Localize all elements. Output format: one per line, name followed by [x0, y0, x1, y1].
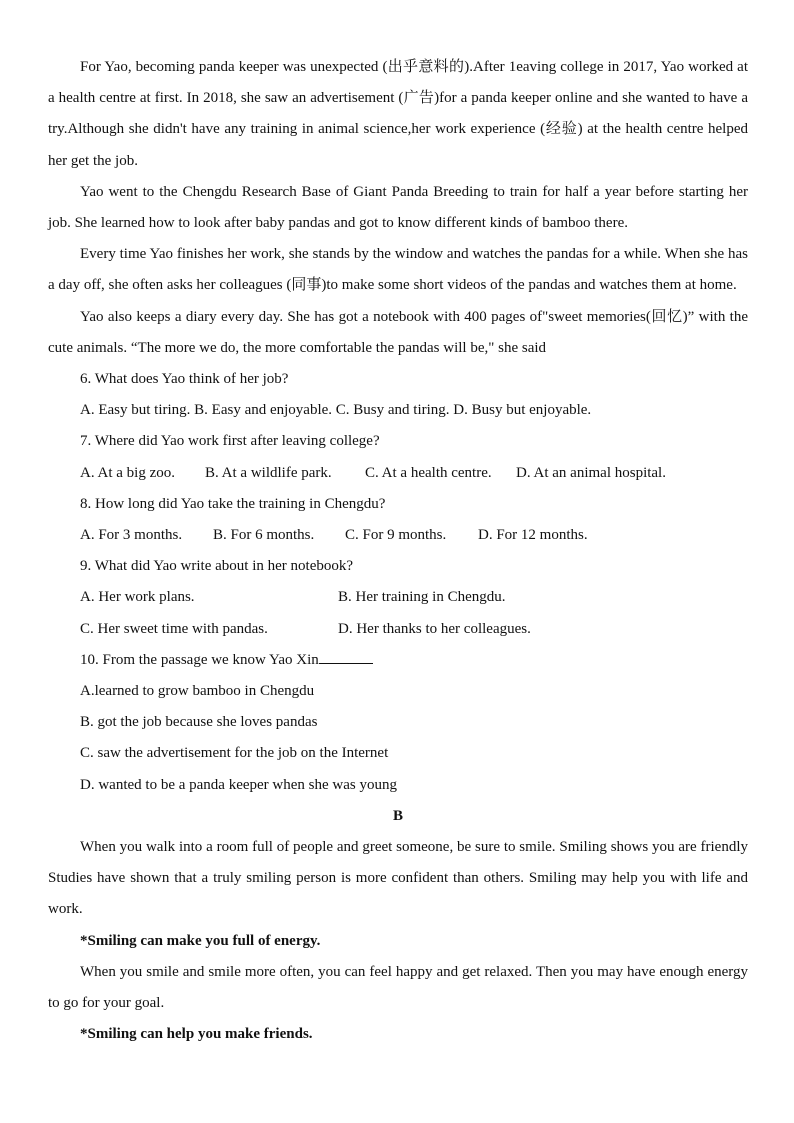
section-b-heading-2: *Smiling can help you make friends.: [80, 1026, 313, 1043]
question-9-option-c: C. Her sweet time with pandas.: [80, 620, 268, 637]
question-8-option-c: C. For 9 months.: [345, 527, 447, 544]
question-10-option-d: D. wanted to be a panda keeper when she was young: [80, 776, 397, 793]
passage-a-paragraph-4: Yao also keeps a diary every day. She has got a notebook with 400 pages of"sweet memories(回忆)” with the cute animals. “The more we do, the more comfortable the pandas will be," she said: [48, 308, 748, 356]
question-9-option-b: B. Her training in Chengdu.: [338, 589, 506, 606]
question-9-option-d: D. Her thanks to her colleagues.: [338, 620, 531, 637]
section-b-intro: When you walk into a room full of people and greet someone, be sure to smile. Smiling shows you are friendly Studies have shown that a truly smiling person is more confident than others. Smiling may help you with life and work.: [48, 839, 748, 918]
question-6-stem: 6. What does Yao think of her job?: [80, 371, 289, 388]
question-7-option-a: A. At a big zoo.: [80, 464, 175, 481]
question-8-option-d: D. For 12 months.: [478, 527, 588, 544]
question-10-stem: [48, 645, 748, 676]
question-8-option-b: B. For 6 months.: [213, 527, 315, 544]
question-7-stem: 7. Where did Yao work first after leaving college?: [80, 433, 380, 450]
question-8-option-a: A. For 3 months.: [80, 527, 183, 544]
question-9-stem: 9. What did Yao write about in her notebook?: [80, 558, 354, 575]
question-8-options: [48, 520, 748, 551]
question-9-options-row-2: [48, 614, 748, 645]
passage-a-paragraph-1: For Yao, becoming panda keeper was unexpected (出乎意料的).After 1eaving college in 2017, Yao worked at a health centre at first. In 2018, she saw an advertisement (广告)for a panda keeper online and she wanted to have a try.Although she didn't have any training in animal science,her work experience (经验) at the health centre helped her get the job.: [48, 59, 748, 169]
question-9-options-row-1: [48, 582, 748, 613]
question-10-stem-text: 10. From the passage we know Yao Xin: [80, 651, 319, 668]
question-7-option-b: B. At a wildlife park.: [205, 464, 332, 481]
question-7-option-d: D. At an animal hospital.: [516, 464, 666, 481]
question-6-options: A. Easy but tiring. B. Easy and enjoyable. C. Busy and tiring. D. Busy but enjoyable.: [80, 402, 592, 419]
question-7-options: [48, 458, 748, 489]
section-b-label: B: [392, 807, 403, 824]
question-9-option-a: A. Her work plans.: [80, 589, 195, 606]
section-b-paragraph-1: When you smile and smile more often, you can feel happy and get relaxed. Then you may have enough energy to go for your goal.: [48, 963, 748, 1012]
passage-a-paragraph-3: Every time Yao finishes her work, she stands by the window and watches the pandas for a while. When she has a day off, she often asks her colleagues (同事)to make some short videos of the pandas and watches them at home.: [48, 246, 748, 294]
question-7-option-c: C. At a health centre.: [365, 464, 492, 481]
passage-a-paragraph-2: Yao went to the Chengdu Research Base of Giant Panda Breeding to train for half a year before starting her job. She learned how to look after baby pandas and got to know different kinds of bamboo there.: [48, 183, 748, 232]
question-10-option-c: C. saw the advertisement for the job on the Internet: [80, 745, 389, 762]
question-10-option-b: B. got the job because she loves pandas: [80, 714, 318, 731]
question-8-stem: 8. How long did Yao take the training in Chengdu?: [80, 495, 386, 512]
question-10-option-a: A.learned to grow bamboo in Chengdu: [80, 683, 315, 700]
answer-blank: [319, 651, 373, 664]
section-b-heading-1: *Smiling can make you full of energy.: [80, 932, 321, 949]
